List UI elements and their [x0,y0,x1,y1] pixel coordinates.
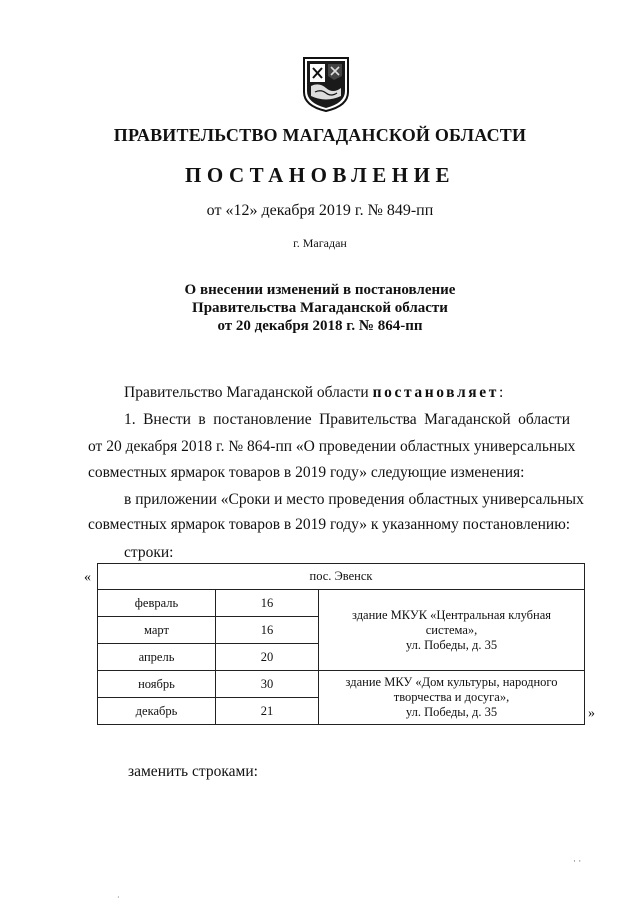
table-quote-open: « [84,570,91,585]
replace-label: заменить строками: [128,763,258,780]
venue-cell [319,590,585,671]
intro-colon: : [498,384,504,401]
month-cell: ноябрь [98,671,216,698]
table-row [98,590,585,617]
settlement-row [98,564,585,590]
paragraph-2-line-1 [88,490,584,510]
intro-verb: постановляет [372,384,499,401]
scan-mark: · · [573,856,582,866]
magadan-coat-of-arms-icon [301,56,351,113]
subject-line-1: О внесении изменений в постановление [184,282,456,298]
subject-line-2: Правительства Магаданской области [192,300,448,316]
scan-mark: · [117,893,120,902]
venue-cell [319,671,585,725]
day-cell: 30 [216,671,319,698]
month-cell: февраль [98,590,216,617]
settlement-cell: пос. Эвенск [98,564,585,590]
paragraph-1-line-2 [88,437,576,457]
day-cell: 20 [216,644,319,671]
paragraph-1-line-3: совместных ярмарок товаров в 2019 году» следующие изменения: [88,464,525,481]
venue-line: творчества и досуга», [393,690,510,704]
paragraph-2-line-2: совместных ярмарок товаров в 2019 году» к указанному постановлению: [88,516,571,533]
intro-paragraph [124,383,503,403]
paragraph-2-line-1-text: в приложении «Сроки и место проведения областных универсальных [124,491,584,508]
paragraph-1-line-2-text: от 20 декабря 2018 г. № 864-пп «О проведении областных универсальных [88,438,576,455]
table-row [98,671,585,698]
rows-label: строки: [124,544,174,561]
month-cell: март [98,617,216,644]
paragraph-1-line-1-text: 1. Внести в постановление Правительства Магаданской области [124,411,570,428]
day-cell: 16 [216,590,319,617]
venue-line: ул. Победы, д. 35 [405,705,498,719]
venue-line: здание МКУ «Дом культуры, народного [345,675,558,689]
venue-line: система», [425,622,478,637]
venue-line: здание МКУК «Центральная клубная [351,607,552,622]
month-cell: апрель [98,644,216,671]
subject-line-3: от 20 декабря 2018 г. № 864-пп [217,318,423,334]
document-date-number: от «12» декабря 2019 г. № 849-пп [206,202,434,219]
fair-schedule-table [97,563,585,725]
paragraph-1-line-1 [88,410,570,430]
government-title: ПРАВИТЕЛЬСТВО МАГАДАНСКОЙ ОБЛАСТИ [113,125,527,145]
day-cell: 16 [216,617,319,644]
day-cell: 21 [216,698,319,725]
month-cell: декабрь [98,698,216,725]
intro-text: Правительство Магаданской области [124,384,369,401]
table-quote-close: » [588,706,595,721]
document-type-title: ПОСТАНОВЛЕНИЕ [185,163,455,187]
venue-line: ул. Победы, д. 35 [405,637,498,652]
document-city: г. Магадан [293,236,347,250]
